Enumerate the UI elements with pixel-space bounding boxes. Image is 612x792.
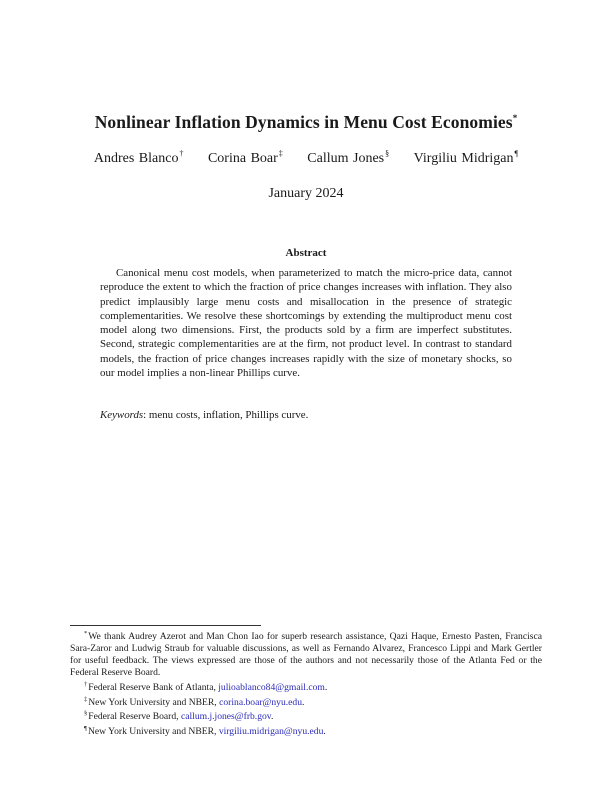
email-link[interactable]: corina.boar@nyu.edu — [219, 696, 303, 708]
keywords-text: menu costs, inflation, Phillips curve. — [146, 409, 309, 421]
author-name: Virgiliu Midrigan — [413, 151, 514, 166]
title-text: Nonlinear Inflation Dynamics in Menu Cost Economies — [94, 112, 513, 132]
title-footnote-mark: * — [512, 113, 518, 123]
author — [94, 149, 184, 167]
author-name: Callum Jones — [307, 151, 385, 166]
footnote-end: . — [270, 711, 274, 723]
footnote-text: Federal Reserve Bank of Atlanta, — [88, 681, 219, 693]
footnotes — [70, 628, 542, 738]
author-footnote-mark: § — [385, 149, 390, 158]
author-list — [0, 149, 612, 167]
footnote-end: . — [302, 696, 305, 708]
author — [307, 149, 389, 167]
author — [414, 149, 518, 167]
footnote-end: . — [323, 726, 326, 738]
footnote-acknowledgements — [70, 628, 542, 679]
abstract-text: Canonical menu cost models, when parameterized to match the micro-price data, cannot reproduce the extent to which the fraction of price changes increases with inflation. They also predict implausibly large menu costs and misallocation in the presence of strategic complementarities. We resolve these shortcomings by extending the multiproduct menu cost model along two dimensions. First, the products sold by a firm are imperfect substitutes. Second, strategic complementarities are at the firm, not product level. In contrast to standard models, the fraction of price changes increases rapidly with the size of monetary shocks, so our model implies a non-linear Phillips curve. — [100, 267, 512, 380]
footnote-mark: § — [84, 710, 88, 718]
paper-date: January 2024 — [268, 186, 344, 201]
email-link[interactable]: virgiliu.midrigan@nyu.edu — [218, 726, 324, 738]
keywords — [100, 409, 512, 421]
keywords-label: Keywords — [100, 409, 144, 421]
footnote-divider — [70, 625, 261, 626]
abstract-heading: Abstract — [285, 247, 327, 259]
email-link[interactable]: julioablanco84@gmail.com — [218, 681, 325, 693]
footnote-affiliation — [70, 723, 542, 738]
author — [208, 149, 283, 167]
footnote-end: . — [324, 681, 328, 693]
footnote-affiliation — [70, 708, 542, 723]
author-name: Corina Boar — [207, 151, 278, 166]
author-name: Andres Blanco — [93, 151, 179, 166]
author-footnote-mark: ¶ — [514, 149, 519, 158]
footnote-affiliation — [70, 694, 542, 709]
footnote-mark: † — [84, 680, 88, 688]
paper-title — [0, 112, 612, 133]
footnote-text: We thank Audrey Azerot and Man Chon Iao for superb research assistance, Qazi Haque, Ernesto Pasten, Francisca Sara-Zaror and Ludwig Straub for valuable discussions, as well as Fernando Alvarez, Francesco Lippi and Mark Gertler for useful feedback. The views expressed are those of the authors and not necessarily those of the Atlanta Fed or the Federal Reserve Board. — [70, 631, 542, 678]
footnote-affiliation — [70, 679, 542, 694]
footnote-mark: ¶ — [84, 725, 87, 733]
author-footnote-mark: † — [179, 149, 184, 158]
footnote-text: Federal Reserve Board, — [88, 711, 181, 723]
keywords-separator: : — [143, 409, 147, 421]
footnote-text: New York University and NBER, — [88, 696, 220, 708]
author-footnote-mark: ‡ — [278, 149, 283, 158]
footnote-mark: * — [84, 630, 88, 637]
footnote-text: New York University and NBER, — [87, 726, 219, 738]
footnote-mark: ‡ — [84, 695, 88, 703]
email-link[interactable]: callum.j.jones@frb.gov — [180, 711, 271, 723]
